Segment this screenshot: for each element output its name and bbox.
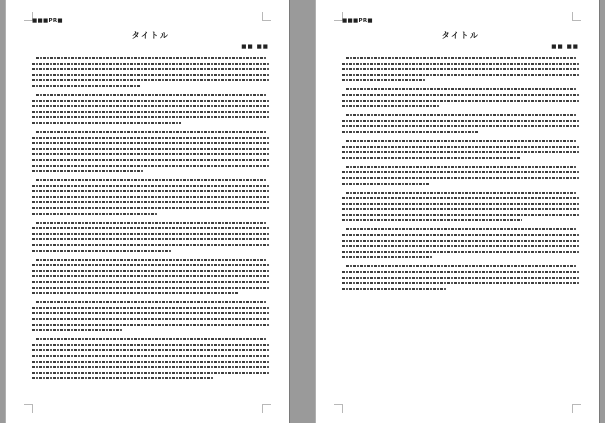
text-line — [32, 244, 269, 246]
paragraph — [32, 222, 269, 252]
text-line — [32, 122, 181, 124]
text-line — [342, 271, 579, 273]
text-line — [32, 318, 269, 320]
text-line — [36, 94, 266, 96]
document-title: タイトル — [441, 31, 480, 40]
text-line — [342, 282, 579, 284]
text-line — [32, 292, 238, 294]
text-line — [32, 196, 269, 198]
text-line — [32, 165, 269, 167]
text-line — [346, 265, 576, 267]
text-line — [32, 159, 269, 161]
text-line — [342, 197, 579, 199]
text-line — [342, 256, 432, 258]
text-line — [32, 275, 269, 277]
text-line — [32, 201, 269, 203]
text-line — [342, 214, 579, 216]
paragraph — [342, 166, 579, 185]
text-line — [32, 170, 143, 172]
text-line — [32, 207, 269, 209]
text-line — [36, 338, 266, 340]
text-line — [36, 259, 266, 261]
page-header: ■■■PR■ — [342, 18, 373, 24]
text-line — [32, 111, 269, 113]
text-line — [32, 68, 269, 70]
text-line — [342, 203, 579, 205]
text-line — [342, 68, 579, 70]
text-line — [342, 100, 579, 102]
text-line — [32, 250, 172, 252]
paragraph — [342, 265, 579, 289]
body-text — [32, 57, 269, 379]
text-line — [342, 79, 425, 81]
text-line — [32, 74, 269, 76]
text-line — [32, 281, 269, 283]
text-line — [346, 57, 576, 59]
text-line — [346, 88, 576, 90]
text-line — [32, 377, 214, 379]
text-line — [32, 361, 269, 363]
document-author: ■■ ■■ — [241, 44, 269, 50]
text-line — [342, 251, 579, 253]
text-line — [36, 179, 266, 181]
text-line — [342, 277, 579, 279]
paragraph — [342, 140, 579, 159]
text-line — [346, 192, 576, 194]
text-line — [342, 157, 520, 159]
paragraph — [32, 338, 269, 379]
text-line — [32, 355, 269, 357]
text-line — [32, 100, 269, 102]
text-line — [36, 222, 266, 224]
text-line — [32, 349, 269, 351]
text-line — [32, 116, 269, 118]
text-line — [32, 264, 269, 266]
text-line — [346, 140, 576, 142]
text-line — [346, 228, 576, 230]
paragraph — [32, 301, 269, 331]
page-header: ■■■PR■ — [32, 18, 63, 24]
paragraph — [342, 114, 579, 133]
text-line — [32, 105, 269, 107]
text-line — [36, 131, 266, 133]
text-line — [32, 287, 269, 289]
text-line — [342, 151, 579, 153]
text-line — [32, 329, 122, 331]
text-line — [342, 105, 439, 107]
document-page-1[interactable] — [6, 0, 289, 423]
text-line — [32, 137, 269, 139]
text-line — [342, 146, 579, 148]
text-line — [32, 213, 158, 215]
text-line — [342, 74, 579, 76]
paragraph — [32, 57, 269, 87]
text-line — [342, 245, 579, 247]
text-line — [342, 120, 579, 122]
paragraph — [342, 228, 579, 258]
text-line — [32, 153, 269, 155]
text-line — [346, 114, 576, 116]
body-text — [342, 57, 579, 290]
text-line — [32, 307, 269, 309]
text-line — [32, 85, 141, 87]
text-line — [32, 63, 269, 65]
text-line — [346, 166, 576, 168]
text-line — [32, 142, 269, 144]
text-line — [32, 372, 269, 374]
page-content[interactable] — [32, 18, 269, 409]
paragraph — [32, 179, 269, 215]
text-line — [342, 288, 446, 290]
paragraph — [342, 57, 579, 81]
text-line — [342, 131, 479, 133]
document-title: タイトル — [131, 31, 170, 40]
text-line — [342, 63, 579, 65]
text-line — [342, 234, 579, 236]
text-line — [32, 79, 269, 81]
paragraph — [342, 88, 579, 107]
text-line — [32, 185, 269, 187]
paragraph — [32, 131, 269, 172]
document-author: ■■ ■■ — [551, 44, 579, 50]
text-line — [32, 233, 269, 235]
text-line — [32, 324, 269, 326]
paragraph — [32, 94, 269, 124]
text-line — [32, 238, 269, 240]
document-page-2[interactable] — [316, 0, 599, 423]
text-line — [36, 57, 266, 59]
text-line — [32, 148, 269, 150]
text-line — [342, 183, 430, 185]
text-line — [32, 366, 269, 368]
text-line — [32, 344, 269, 346]
text-line — [342, 240, 579, 242]
text-line — [32, 190, 269, 192]
text-line — [342, 125, 579, 127]
text-line — [342, 208, 579, 210]
text-line — [342, 94, 579, 96]
text-line — [32, 312, 269, 314]
page-content[interactable] — [342, 18, 579, 409]
text-line — [342, 171, 579, 173]
paragraph — [32, 259, 269, 295]
text-line — [36, 301, 266, 303]
text-line — [342, 219, 522, 221]
text-line — [32, 270, 269, 272]
text-line — [342, 177, 579, 179]
text-line — [32, 227, 269, 229]
paragraph — [342, 192, 579, 222]
